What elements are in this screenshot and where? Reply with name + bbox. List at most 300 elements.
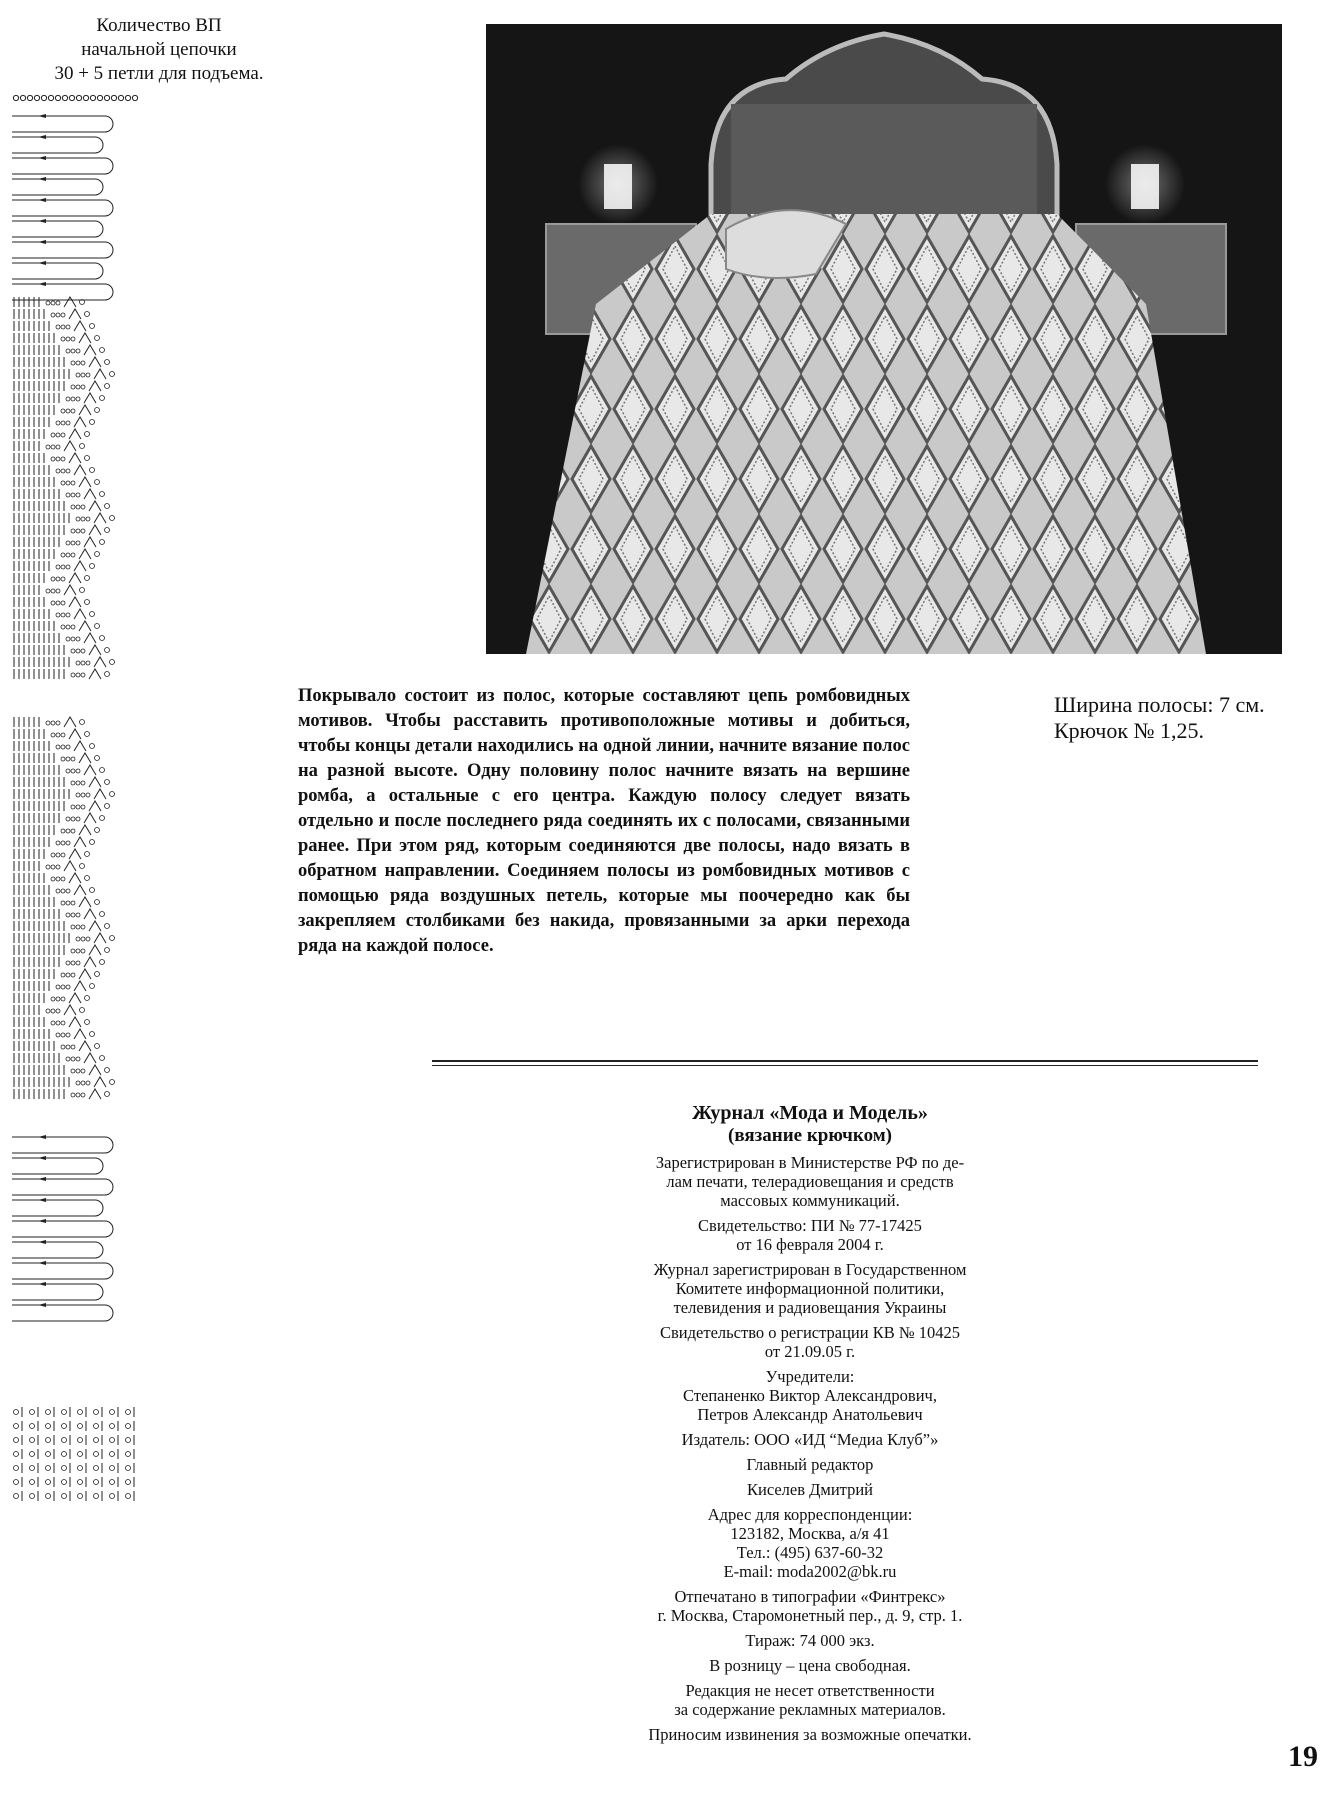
chain-stitch (56, 433, 60, 437)
v-stitch (89, 945, 101, 955)
hook-size: Крючок № 1,25. (1054, 718, 1205, 743)
direction-arrow (38, 198, 46, 202)
picot (105, 504, 110, 509)
chain-stitch (61, 337, 65, 341)
chain-stitch (61, 481, 65, 485)
direction-arrow (38, 1156, 46, 1160)
chain-stitch (56, 457, 60, 461)
magazine-subtitle: (вязание крючком) (728, 1125, 892, 1146)
chain-stitch (27, 95, 32, 100)
chain-stitch (71, 817, 75, 821)
chain-stitch (66, 349, 70, 353)
picot (95, 900, 100, 905)
chain-stitch (104, 95, 109, 100)
chain-stitch (76, 1057, 80, 1061)
chain-stitch (66, 325, 70, 329)
chain-stitch (66, 397, 70, 401)
picot (105, 360, 110, 365)
v-stitch (69, 573, 81, 583)
chain-stitch (126, 1494, 131, 1499)
chain-stitch (61, 325, 65, 329)
turning-loop (12, 1242, 103, 1258)
picot (85, 1020, 90, 1025)
chain-stitch (30, 1480, 35, 1485)
chain-stitch (76, 805, 80, 809)
chain-stitch (66, 769, 70, 773)
chain-stitch (14, 1410, 19, 1415)
chain-stitch (66, 901, 70, 905)
picot (90, 1032, 95, 1037)
chain-stitch (76, 361, 80, 365)
imprint-line: Редакция не несет ответственности (685, 1681, 935, 1700)
direction-arrow (38, 240, 46, 244)
chain-stitch (71, 1057, 75, 1061)
chain-stitch (61, 313, 65, 317)
chain-stitch (81, 517, 85, 521)
chain-stitch (86, 937, 90, 941)
chain-stitch (83, 95, 88, 100)
imprint-line: В розницу – цена свободная. (709, 1656, 911, 1675)
chain-stitch (71, 349, 75, 353)
chain-stitch (110, 1466, 115, 1471)
chain-stitch (94, 1480, 99, 1485)
direction-arrow (38, 1282, 46, 1286)
chain-stitch (76, 95, 81, 100)
chain-stitch (61, 1033, 65, 1037)
imprint-disclaimer (570, 1681, 1050, 1719)
chain-stitch (56, 469, 60, 473)
picot (80, 720, 85, 725)
chain-stitch (81, 805, 85, 809)
chain-stitch (71, 649, 75, 653)
chain-stitch (61, 889, 65, 893)
picot (105, 528, 110, 533)
chain-stitch (110, 1410, 115, 1415)
chain-stitch (46, 721, 50, 725)
chain-stitch (132, 95, 137, 100)
picot (100, 492, 105, 497)
chain-stitch (76, 649, 80, 653)
chain-stitch (61, 433, 65, 437)
chain-stitch (81, 373, 85, 377)
chain-stitch (51, 877, 55, 881)
chain-stitch (81, 661, 85, 665)
direction-arrow (38, 219, 46, 223)
chain-stitch (62, 1438, 67, 1443)
chain-stitch (56, 301, 60, 305)
imprint-line: Свидетельство о регистрации КВ № 10425 (660, 1323, 960, 1342)
divider-rule (432, 1060, 1258, 1066)
v-stitch (84, 957, 96, 967)
chain-stitch (71, 361, 75, 365)
picot (90, 612, 95, 617)
chain-stitch (90, 95, 95, 100)
imprint-price (570, 1656, 1050, 1675)
imprint-ukraine-certificate (570, 1323, 1050, 1361)
chain-stitch (14, 1480, 19, 1485)
picot (90, 420, 95, 425)
chain-stitch (94, 1494, 99, 1499)
picot (105, 948, 110, 953)
chain-stitch (71, 805, 75, 809)
chain-stitch (66, 637, 70, 641)
chain-stitch (94, 1438, 99, 1443)
chain-stitch (71, 769, 75, 773)
chain-stitch (78, 1466, 83, 1471)
v-stitch (79, 405, 91, 415)
chain-stitch (78, 1424, 83, 1429)
chain-stitch (56, 997, 60, 1001)
chain-stitch (13, 95, 18, 100)
v-stitch (89, 1089, 101, 1099)
chain-stitch (61, 601, 65, 605)
chain-stitch (66, 337, 70, 341)
chain-stitch (56, 589, 60, 593)
turning-loop (12, 1158, 103, 1174)
chain-stitch (51, 853, 55, 857)
chain-stitch (56, 313, 60, 317)
v-stitch (89, 1065, 101, 1075)
chain-stitch (76, 937, 80, 941)
chain-stitch (51, 601, 55, 605)
v-stitch (69, 849, 81, 859)
direction-arrow (38, 156, 46, 160)
chain-stitch (61, 577, 65, 581)
chain-stitch (61, 733, 65, 737)
turning-loop (12, 116, 113, 132)
chain-stitch (126, 1466, 131, 1471)
chain-stitch (81, 949, 85, 953)
v-stitch (94, 1077, 106, 1087)
imprint-line: Петров Александр Анатольевич (697, 1405, 923, 1424)
chain-stitch (61, 757, 65, 761)
imprint-apology (570, 1725, 1050, 1744)
chain-stitch (62, 95, 67, 100)
chain-stitch (71, 961, 75, 965)
chain-stitch (30, 1424, 35, 1429)
imprint-line: Отпечатано в типографии «Финтрекс» (674, 1587, 946, 1606)
picot (90, 984, 95, 989)
picot (110, 1080, 115, 1085)
imprint-line: Зарегистрирован в Министерстве РФ по де- (655, 1153, 965, 1172)
chain-stitch (51, 733, 55, 737)
chain-stitch (76, 529, 80, 533)
chain-stitch (66, 481, 70, 485)
bedspread-photo-art (486, 24, 1282, 654)
chain-stitch (46, 1438, 51, 1443)
turning-loop (12, 1200, 103, 1216)
picot (85, 732, 90, 737)
chain-stitch (51, 445, 55, 449)
picot (85, 456, 90, 461)
direction-arrow (38, 1240, 46, 1244)
chain-stitch (30, 1438, 35, 1443)
chain-stitch (30, 1494, 35, 1499)
chain-stitch (71, 673, 75, 677)
turning-loop (12, 1179, 113, 1195)
chain-stitch (66, 757, 70, 761)
v-stitch (89, 525, 101, 535)
chain-stitch (56, 565, 60, 569)
chain-stitch (71, 757, 75, 761)
picot (105, 384, 110, 389)
chain-stitch (66, 817, 70, 821)
chain-stitch (71, 505, 75, 509)
v-stitch (74, 321, 86, 331)
picot (95, 1044, 100, 1049)
chain-stitch (48, 95, 53, 100)
chain-stitch (118, 95, 123, 100)
imprint-line: Степаненко Виктор Александрович, (683, 1386, 937, 1405)
v-stitch (84, 537, 96, 547)
chain-stitch (61, 901, 65, 905)
picot (100, 396, 105, 401)
imprint-line: телевидения и радиовещания Украины (673, 1298, 947, 1317)
chain-stitch (111, 95, 116, 100)
chain-stitch (66, 613, 70, 617)
chain-stitch (76, 913, 80, 917)
chain-stitch (61, 853, 65, 857)
v-stitch (94, 369, 106, 379)
chain-stitch (66, 1057, 70, 1061)
chain-stitch (66, 985, 70, 989)
v-stitch (84, 813, 96, 823)
turning-loop (12, 242, 113, 258)
v-stitch (89, 357, 101, 367)
chain-stitch (46, 1410, 51, 1415)
chain-stitch (110, 1494, 115, 1499)
v-stitch (79, 969, 91, 979)
chain-stitch (110, 1438, 115, 1443)
imprint-certificate (570, 1216, 1050, 1254)
picot (85, 600, 90, 605)
chain-stitch (78, 1494, 83, 1499)
chain-stitch (81, 385, 85, 389)
direction-arrow (38, 1135, 46, 1139)
chain-stitch (56, 1033, 60, 1037)
chain-stitch (78, 1410, 83, 1415)
imprint-line: Киселев Дмитрий (746, 1480, 873, 1499)
imprint-editor-label (570, 1455, 1050, 1474)
direction-arrow (38, 1198, 46, 1202)
chain-stitch (110, 1452, 115, 1457)
chain-stitch (76, 349, 80, 353)
chain-stitch (62, 1410, 67, 1415)
chain-stitch (71, 925, 75, 929)
chain-stitch (55, 95, 60, 100)
chain-stitch (51, 721, 55, 725)
chain-stitch (61, 1021, 65, 1025)
chain-stitch (81, 673, 85, 677)
imprint-line: за содержание рекламных материалов. (674, 1700, 946, 1719)
v-stitch (64, 441, 76, 451)
imprint-circulation (570, 1631, 1050, 1650)
chain-stitch (81, 781, 85, 785)
chain-stitch (81, 529, 85, 533)
imprint-address (570, 1505, 1050, 1581)
chain-stitch (46, 1480, 51, 1485)
chain-stitch (81, 1081, 85, 1085)
imprint-line: Свидетельство: ПИ № 77-17425 (698, 1216, 922, 1235)
imprint-editor (570, 1480, 1050, 1499)
v-stitch (74, 465, 86, 475)
chain-stitch (34, 95, 39, 100)
imprint-printing (570, 1587, 1050, 1625)
imprint-line: Комитете информационной политики, (675, 1279, 945, 1298)
chain-stitch (51, 865, 55, 869)
v-stitch (84, 393, 96, 403)
imprint-line: массовых коммуникаций. (720, 1191, 900, 1210)
chain-stitch (61, 841, 65, 845)
chain-stitch (76, 1093, 80, 1097)
chain-stitch (76, 817, 80, 821)
v-stitch (69, 1017, 81, 1027)
magazine-title: Журнал «Мода и Модель» (692, 1102, 928, 1124)
turning-loop (12, 137, 103, 153)
v-stitch (79, 825, 91, 835)
chain-stitch (97, 95, 102, 100)
chain-stitch (66, 553, 70, 557)
chain-stitch (86, 373, 90, 377)
chain-stitch (56, 853, 60, 857)
chain-stitch (81, 937, 85, 941)
turning-loop (12, 158, 113, 174)
chain-stitch (71, 529, 75, 533)
v-stitch (79, 1041, 91, 1051)
chain-stitch (71, 1093, 75, 1097)
chain-stitch (61, 625, 65, 629)
v-stitch (74, 609, 86, 619)
imprint-line: Тираж: 74 000 экз. (745, 1631, 875, 1650)
imprint-line: лам печати, телерадиовещания и средств (666, 1172, 954, 1191)
imprint-registration (570, 1153, 1050, 1210)
chain-stitch (66, 829, 70, 833)
picot (100, 1056, 105, 1061)
chain-stitch (76, 769, 80, 773)
picot (95, 552, 100, 557)
imprint (570, 1102, 1050, 1750)
chain-stitch (14, 1494, 19, 1499)
chain-stitch (76, 661, 80, 665)
v-stitch (74, 741, 86, 751)
chain-stitch (76, 517, 80, 521)
chain-stitch (56, 865, 60, 869)
chain-stitch (56, 841, 60, 845)
chain-stitch (46, 1466, 51, 1471)
imprint-publisher (570, 1430, 1050, 1449)
chain-stitch (81, 505, 85, 509)
turning-loop (12, 263, 103, 279)
chain-stitch (71, 397, 75, 401)
chain-stitch (14, 1452, 19, 1457)
v-stitch (84, 345, 96, 355)
chain-stitch (56, 421, 60, 425)
v-stitch (69, 453, 81, 463)
chain-stitch (71, 385, 75, 389)
chain-stitch (66, 409, 70, 413)
chain-stitch (81, 1069, 85, 1073)
picot (90, 564, 95, 569)
chain-stitch (61, 829, 65, 833)
picot (85, 432, 90, 437)
chain-stitch (56, 877, 60, 881)
v-stitch (74, 417, 86, 427)
chain-stitch (56, 1021, 60, 1025)
chain-stitch (51, 1021, 55, 1025)
turning-loop (12, 1305, 113, 1321)
chain-stitch (71, 949, 75, 953)
chain-stitch (61, 1045, 65, 1049)
chain-stitch (46, 445, 50, 449)
crochet-diagram (10, 92, 180, 1782)
chain-stitch (30, 1410, 35, 1415)
chain-stitch (76, 1069, 80, 1073)
imprint-line: от 16 февраля 2004 г. (736, 1235, 884, 1254)
imprint-line: Издатель: ООО «ИД “Медиа Клуб”» (681, 1430, 939, 1449)
chain-stitch (71, 625, 75, 629)
imprint-founders (570, 1367, 1050, 1424)
chart-caption-line: Количество ВП (96, 15, 222, 36)
chain-stitch (56, 577, 60, 581)
v-stitch (89, 669, 101, 679)
chain-stitch (71, 1069, 75, 1073)
turning-loop (12, 1284, 103, 1300)
chain-stitch (81, 793, 85, 797)
direction-arrow (38, 114, 46, 118)
direction-arrow (38, 1177, 46, 1181)
chain-stitch (51, 1009, 55, 1013)
picot (105, 648, 110, 653)
chain-stitch (76, 1081, 80, 1085)
imprint-line: Тел.: (495) 637-60-32 (736, 1543, 884, 1562)
picot (100, 960, 105, 965)
turning-loop (12, 221, 103, 237)
v-stitch (64, 1005, 76, 1015)
v-stitch (89, 501, 101, 511)
picot (100, 768, 105, 773)
chain-stitch (66, 913, 70, 917)
chain-stitch (61, 457, 65, 461)
v-stitch (89, 921, 101, 931)
chain-stitch (62, 1424, 67, 1429)
chain-stitch (66, 1045, 70, 1049)
v-stitch (84, 1053, 96, 1063)
chain-stitch (125, 95, 130, 100)
imprint-ukraine (570, 1260, 1050, 1317)
v-stitch (94, 933, 106, 943)
chain-stitch (71, 541, 75, 545)
chain-stitch (46, 1009, 50, 1013)
chain-stitch (51, 433, 55, 437)
picot (110, 792, 115, 797)
v-stitch (94, 513, 106, 523)
picot (110, 516, 115, 521)
v-stitch (74, 1029, 86, 1039)
chain-stitch (71, 409, 75, 413)
chain-stitch (46, 301, 50, 305)
v-stitch (74, 561, 86, 571)
chain-stitch (62, 1494, 67, 1499)
direction-arrow (38, 261, 46, 265)
bedspread-description: Покрывало состоит из полос, которые составляют цепь ромбовидных мотивов. Чтобы расставить противоположные мотивы и добиться, чтобы концы детали находились на одной линии, начните вязание полос на разной высоте. Одну половину полос начните вязать на вершине ромба, а остальные с его центра. Каждую полосу следует вязать отдельно и после последнего ряда соединять их с полосами, связанными ранее. При этом ряд, которым соединяются две полосы, надо вязать в обратном направлении. Соединяем полосы из ромбовидных мотивов с помощью ряда воздушных петель, которые мы поочередно как бы закрепляем столбиками без накида, провязанными за арки перехода ряда на каждой полосе. (298, 686, 910, 956)
chain-stitch (71, 829, 75, 833)
chain-stitch (62, 1480, 67, 1485)
chain-stitch (61, 421, 65, 425)
chain-stitch (66, 745, 70, 749)
v-stitch (79, 549, 91, 559)
chain-stitch (66, 1033, 70, 1037)
picot (85, 576, 90, 581)
